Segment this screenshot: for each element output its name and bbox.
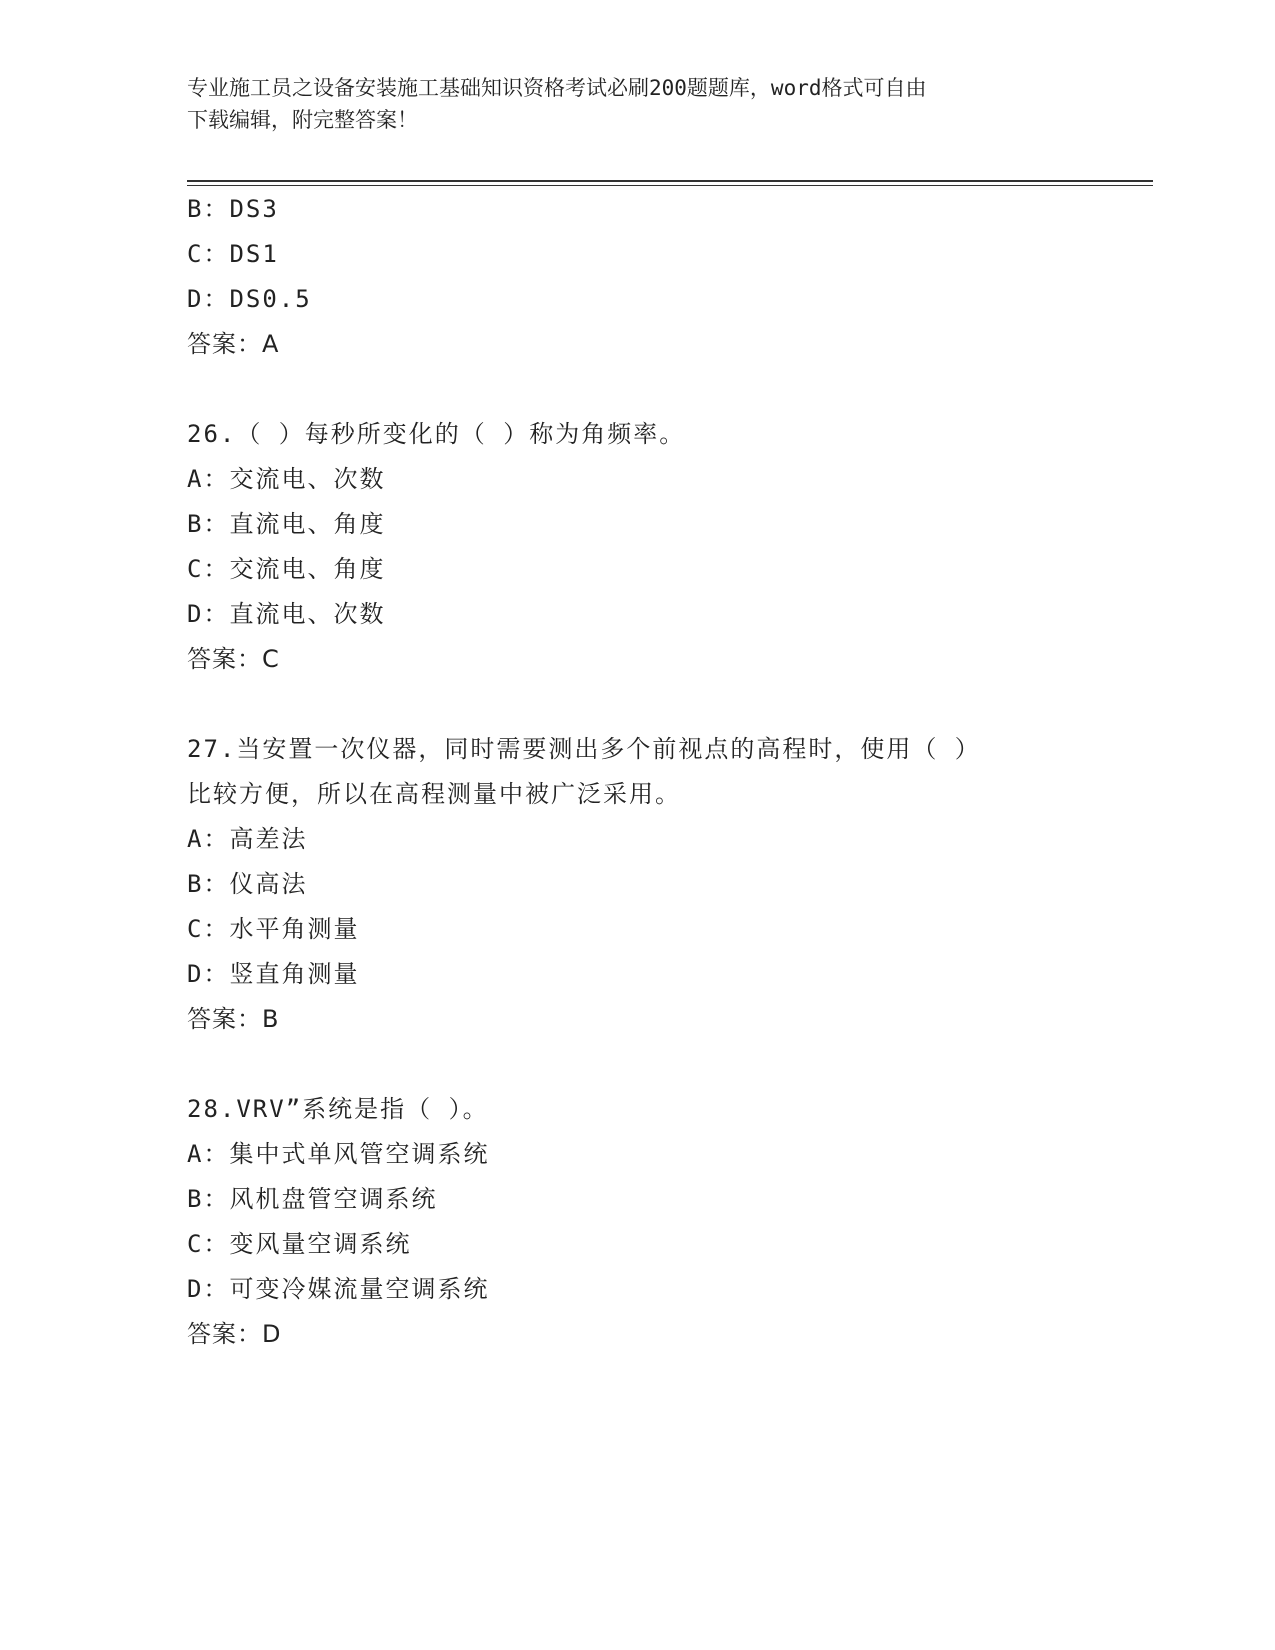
- q28-option-a: A：集中式单风管空调系统: [187, 1140, 490, 1168]
- header-line-1: 专业施工员之设备安装施工基础知识资格考试必刷200题题库，word格式可自由: [187, 76, 927, 100]
- prev-option-d: D：DS0.5: [187, 285, 312, 313]
- q28-stem: 28.VRV”系统是指（ ）。: [187, 1095, 489, 1123]
- q26-option-b: B：直流电、角度: [187, 510, 386, 538]
- q27-option-c: C：水平角测量: [187, 915, 360, 943]
- q26-stem: 26.（ ）每秒所变化的（ ）称为角频率。: [187, 420, 686, 448]
- q27-stem-line-2: 比较方便，所以在高程测量中被广泛采用。: [187, 780, 681, 808]
- q27-option-b: B：仪高法: [187, 870, 308, 898]
- q28-option-b: B：风机盘管空调系统: [187, 1185, 438, 1213]
- prev-option-b: B：DS3: [187, 195, 279, 223]
- document-header: [187, 72, 1087, 136]
- header-divider-thick: [187, 180, 1153, 182]
- q26-option-a: A：交流电、次数: [187, 465, 386, 493]
- q27-option-a: A：高差法: [187, 825, 308, 853]
- q27-answer: 答案：B: [187, 1005, 280, 1033]
- prev-answer: 答案：A: [187, 330, 280, 358]
- q28-option-d: D：可变冷媒流量空调系统: [187, 1275, 490, 1303]
- q27-stem-line-1: 27.当安置一次仪器，同时需要测出多个前视点的高程时，使用（ ）: [187, 735, 981, 763]
- q26-option-d: D：直流电、次数: [187, 600, 386, 628]
- prev-option-c: C：DS1: [187, 240, 279, 268]
- q28-answer: 答案：D: [187, 1320, 282, 1348]
- header-line-2: 下载编辑，附完整答案！: [187, 108, 418, 132]
- q28-option-c: C：变风量空调系统: [187, 1230, 412, 1258]
- header-divider-thin: [187, 185, 1153, 186]
- q27-option-d: D：竖直角测量: [187, 960, 360, 988]
- q26-option-c: C：交流电、角度: [187, 555, 386, 583]
- q26-answer: 答案：C: [187, 645, 280, 673]
